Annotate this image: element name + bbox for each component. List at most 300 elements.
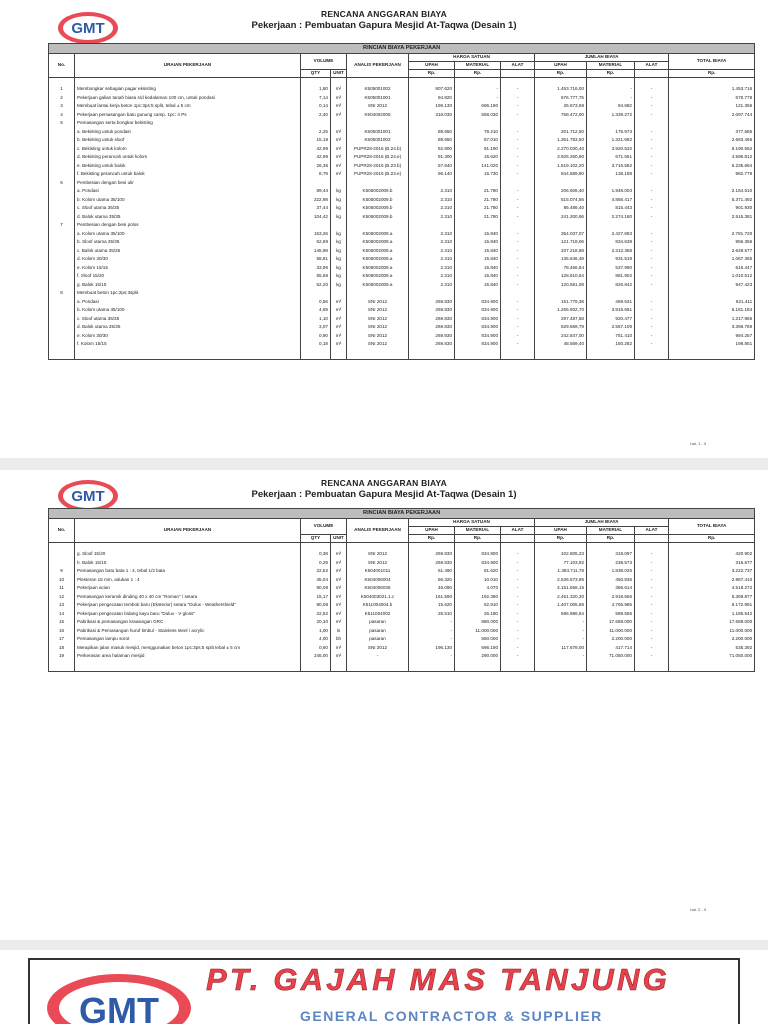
table-cell: 1 <box>49 86 75 95</box>
table-spacer-cell <box>49 543 75 551</box>
table-cell: - <box>635 247 669 256</box>
table-cell: 696.190 <box>455 103 501 112</box>
table-cell: 94.682 <box>587 103 635 112</box>
table-cell: - <box>635 315 669 324</box>
table-cell: 0,60 <box>301 644 331 653</box>
table-cell: 15,19 <box>301 137 331 146</box>
table-cell: - <box>501 332 535 341</box>
header-jumlah-biaya: JUMLAH BIAYA <box>535 54 669 62</box>
table-cell: 58,81 <box>301 256 331 265</box>
table-cell: - <box>635 128 669 137</box>
table-cell: 61.490 <box>409 568 455 577</box>
table-cell: 0,29 <box>301 559 331 568</box>
table-cell: Pekerjaan pemasangan batu gunung camp. 1pc: 4 Ps <box>75 111 301 120</box>
table-cell: 1.321.682 <box>587 137 635 146</box>
table-cell: d. Bekisting perancah untuk kolom <box>75 154 301 163</box>
table-cell <box>409 222 455 231</box>
table-spacer-cell <box>331 78 347 86</box>
table-row <box>49 610 755 619</box>
table-cell: K504006035 <box>347 585 409 594</box>
table-cell: 52.910 <box>455 602 501 611</box>
header-upah: UPAH <box>535 527 587 535</box>
table-row <box>49 602 755 611</box>
table-cell: 994.257 <box>669 332 755 341</box>
table-cell: Pekerjaan pengecatan tembok baru (Eksterior) setara "Dulux - Weathershield" <box>75 602 301 611</box>
table-cell: 78.210 <box>455 128 501 137</box>
table-cell: 141.020 <box>455 162 501 171</box>
table-cell: 315.677 <box>669 559 755 568</box>
table-cell: 9 <box>49 568 75 577</box>
table-cell: 242.847,00 <box>535 332 587 341</box>
table-cell: - <box>501 593 535 602</box>
table-cell: Membongkar sebagian pagar eksisting <box>75 86 301 95</box>
table-spacer-cell <box>501 349 535 359</box>
table-row <box>49 551 755 560</box>
table-row <box>49 111 755 120</box>
table-cell: m³ <box>331 111 347 120</box>
header-no: No. <box>49 519 75 543</box>
table-cell: Pekerjaan galian tanah biasa s/d kedalaman 100 cm, untuk pondasi <box>75 94 301 103</box>
table-cell: 15.840 <box>455 239 501 248</box>
table-cell: 138.188 <box>587 171 635 180</box>
table-spacer-cell <box>535 78 587 86</box>
table-cell: 87.010 <box>455 137 501 146</box>
table-cell: 2.310 <box>409 239 455 248</box>
table-cell: 807.620 <box>409 86 455 95</box>
table-cell: 5.181.184 <box>669 307 755 316</box>
table-cell: - <box>501 128 535 137</box>
table-cell: - <box>635 593 669 602</box>
table-row <box>49 290 755 299</box>
table-cell: - <box>635 213 669 222</box>
header-volume: VOLUME <box>301 519 347 535</box>
table-cell: SNI 2012 <box>347 551 409 560</box>
table-cell <box>535 290 587 299</box>
table-cell: PUPR28-2016 (B.24.b) <box>347 145 409 154</box>
table-cell: - <box>635 653 669 662</box>
table-cell: 269.830 <box>409 324 455 333</box>
table-cell: K505002009.a <box>347 281 409 290</box>
table-cell: pasaran <box>347 627 409 636</box>
table-cell: f. Sloof 15/20 <box>75 273 301 282</box>
table-spacer-cell <box>75 78 301 86</box>
table-cell: Pemasangan lampu sorot <box>75 636 301 645</box>
header-upah: UPAH <box>535 62 587 70</box>
table-cell: 982.778 <box>669 171 755 180</box>
table-spacer-cell <box>347 78 409 86</box>
header-upah: UPAH <box>409 527 455 535</box>
table-cell: 15 <box>49 619 75 628</box>
table-cell: 26,36 <box>301 162 331 171</box>
table-cell: 1.453.716 <box>669 86 755 95</box>
table-cell: 337.218,88 <box>535 247 587 256</box>
table-spacer-cell <box>301 661 331 671</box>
table-cell: 2.567.109 <box>587 324 635 333</box>
table-cell <box>501 120 535 129</box>
table-cell: 6.190.562 <box>669 145 755 154</box>
company-name: PT. GAJAH MAS TANJUNG <box>206 962 670 997</box>
table-cell <box>535 120 587 129</box>
table-cell: c. Sloof utama 35/35 <box>75 205 301 214</box>
table-cell: 834.638 <box>587 239 635 248</box>
table-cell: 96.140 <box>409 171 455 180</box>
header-alat: ALAT <box>635 527 669 535</box>
header-currency <box>635 70 669 78</box>
table-cell: - <box>635 307 669 316</box>
table-cell: 956.356 <box>669 239 755 248</box>
table-cell: Pekerjaan pengecatan bidang kayu baru "Dulux - V gloss" <box>75 610 301 619</box>
table-cell: K504003021.1.c <box>347 593 409 602</box>
table-cell: 0,90 <box>301 332 331 341</box>
table-cell: K505002009.b <box>347 196 409 205</box>
table-cell: 2.312.358 <box>587 247 635 256</box>
table-cell: m³ <box>331 559 347 568</box>
table-cell: - <box>635 239 669 248</box>
table-cell: 198.851 <box>669 341 755 350</box>
table-cell: - <box>635 602 669 611</box>
table-cell: Pemasangan serta bongkar bekisting <box>75 120 301 129</box>
table-cell: 1.838.025 <box>587 568 635 577</box>
table-row <box>49 341 755 350</box>
table-cell: - <box>501 281 535 290</box>
table-cell: 94.820 <box>409 94 455 103</box>
table-cell: 4.596.812 <box>669 154 755 163</box>
table-cell: - <box>501 273 535 282</box>
table-cell: kg <box>331 205 347 214</box>
table-row <box>49 213 755 222</box>
table-cell: 596.986,64 <box>535 610 587 619</box>
table-row <box>49 619 755 628</box>
table-cell: - <box>501 585 535 594</box>
table-cell: e. Kolom 15/15 <box>75 264 301 273</box>
header-material: MATERIAL <box>587 527 635 535</box>
table-cell: 145,98 <box>301 247 331 256</box>
table-spacer-cell <box>301 78 331 86</box>
header-jumlah-biaya: JUMLAH BIAYA <box>535 519 669 527</box>
table-cell: Pabrikasi & pemasangan krawangan GRC <box>75 619 301 628</box>
table-cell: 515.074,56 <box>535 196 587 205</box>
header-currency: Rp. <box>409 535 455 543</box>
table-cell: - <box>635 196 669 205</box>
table-cell: Pemasangan keramik dinding 40 x 40 cm "Roman" / setara <box>75 593 301 602</box>
table-cell <box>49 551 75 560</box>
table-cell: - <box>501 247 535 256</box>
page-header <box>0 9 768 31</box>
table-spacer-cell <box>347 661 409 671</box>
table-cell <box>301 222 331 231</box>
table-cell <box>49 171 75 180</box>
table-cell: - <box>635 627 669 636</box>
table-spacer-cell <box>347 543 409 551</box>
table-cell: 0,56 <box>301 298 331 307</box>
header-qty: QTY <box>301 535 331 543</box>
table-cell: 3.222.737 <box>669 568 755 577</box>
table-cell: 4,00 <box>301 636 331 645</box>
table-cell: - <box>635 171 669 180</box>
table-cell: bh <box>331 636 347 645</box>
table-cell: - <box>635 644 669 653</box>
table-cell: 150.282 <box>587 341 635 350</box>
table-cell: c. Balok utama 35/35 <box>75 247 301 256</box>
table-cell: 21.780 <box>455 196 501 205</box>
table-cell: - <box>501 568 535 577</box>
table-cell: 1.186.542 <box>669 610 755 619</box>
header-alat: ALAT <box>501 527 535 535</box>
table-cell: 834.900 <box>455 298 501 307</box>
table-cell: kg <box>331 264 347 273</box>
table-cell: e. Bekisting untuk balok <box>75 162 301 171</box>
table-cell: 269.830 <box>409 307 455 316</box>
table-cell: kg <box>331 281 347 290</box>
table-spacer-cell <box>635 543 669 551</box>
table-cell: - <box>501 653 535 662</box>
table-cell: b. Bekisting untuk sloof <box>75 137 301 146</box>
table-cell <box>635 179 669 188</box>
table-cell: 844.589,90 <box>535 171 587 180</box>
table-row <box>49 559 755 568</box>
table-cell: 829.659,79 <box>535 324 587 333</box>
table-cell: 589.556 <box>587 610 635 619</box>
table-cell: 3 <box>49 103 75 112</box>
table-cell <box>587 222 635 231</box>
table-cell: 57.640 <box>409 162 455 171</box>
table-cell: - <box>635 281 669 290</box>
table-row <box>49 627 755 636</box>
table-cell: 834.900 <box>455 307 501 316</box>
header-currency: Rp. <box>535 535 587 543</box>
table-cell: 196.130 <box>409 103 455 112</box>
table-cell: m² <box>331 568 347 577</box>
table-row <box>49 247 755 256</box>
table-cell: - <box>535 619 587 628</box>
table-cell: - <box>635 559 669 568</box>
table-row <box>49 205 755 214</box>
table-cell: 696.190 <box>455 644 501 653</box>
table-cell: 52,20 <box>301 281 331 290</box>
table-cell: K505002009.a <box>347 230 409 239</box>
table-cell: 815.443 <box>587 205 635 214</box>
table-cell: c. Bekisting untuk kolom <box>75 145 301 154</box>
table-cell: 290.000 <box>455 653 501 662</box>
table-cell: - <box>635 111 669 120</box>
table-cell: d. Balok utama 35/35 <box>75 324 301 333</box>
table-cell: 102.805,23 <box>535 551 587 560</box>
table-cell: 10.010 <box>455 576 501 585</box>
table-cell <box>49 559 75 568</box>
table-cell: 269.830 <box>409 341 455 350</box>
table-cell: kg <box>331 196 347 205</box>
table-cell: Pemasangan batu bata 1 : 4, tebal 1/2 bata <box>75 568 301 577</box>
header-no: No. <box>49 54 75 78</box>
table-cell <box>301 179 331 188</box>
table-cell: 450.836 <box>587 576 635 585</box>
table-cell: 1.265.502,70 <box>535 307 587 316</box>
table-cell <box>49 128 75 137</box>
table-cell: 2.310 <box>409 230 455 239</box>
table-cell: 8,79 <box>301 171 331 180</box>
table-spacer-cell <box>455 349 501 359</box>
table-cell: 15.840 <box>455 256 501 265</box>
table-cell: 417.714 <box>587 644 635 653</box>
table-spacer-cell <box>301 543 331 551</box>
table-spacer-cell <box>331 349 347 359</box>
table-cell: a. Pondasi <box>75 188 301 197</box>
table-cell: 2.683.465 <box>669 137 755 146</box>
table-cell <box>669 179 755 188</box>
table-cell: 120.581,08 <box>535 281 587 290</box>
table-cell <box>347 222 409 231</box>
table-spacer-cell <box>669 661 755 671</box>
table-cell: 8 <box>49 290 75 299</box>
table-row <box>49 307 755 316</box>
table-cell <box>331 179 347 188</box>
table-cell: 1.010.512 <box>669 273 755 282</box>
table-cell: - <box>535 627 587 636</box>
table-cell: ls <box>331 627 347 636</box>
table-cell: - <box>501 145 535 154</box>
table-cell: 2.154.610 <box>669 188 755 197</box>
table-cell: 834.900 <box>455 551 501 560</box>
table-cell: m² <box>331 162 347 171</box>
table-cell: 2.427.683 <box>587 230 635 239</box>
table-cell: 834.900 <box>455 559 501 568</box>
table-cell: - <box>635 256 669 265</box>
header-currency <box>635 535 669 543</box>
table-row <box>49 188 755 197</box>
sheet-page-1 <box>0 0 768 458</box>
table-cell: m² <box>331 602 347 611</box>
table-cell: 550.000 <box>455 636 501 645</box>
table-cell <box>301 290 331 299</box>
table-cell: 201.712,50 <box>535 128 587 137</box>
table-cell <box>49 273 75 282</box>
table-cell: b. Sloof utama 35/35 <box>75 239 301 248</box>
table-cell: 2.200.000 <box>587 636 635 645</box>
table-cell: 48.569,40 <box>535 341 587 350</box>
table-cell: 45,04 <box>301 576 331 585</box>
table-cell <box>535 179 587 188</box>
table-cell <box>669 120 755 129</box>
table-row <box>49 256 755 265</box>
table-cell: - <box>501 162 535 171</box>
table-cell: 1.361.783,50 <box>535 137 587 146</box>
table-cell: K505001002 <box>347 86 409 95</box>
table-cell: 238.573 <box>587 559 635 568</box>
table-cell: 46.090 <box>409 585 455 594</box>
table-cell: 86.486,40 <box>535 205 587 214</box>
table-cell: 920.477 <box>587 315 635 324</box>
table-spacer-cell <box>409 661 455 671</box>
table-cell: 4 <box>49 111 75 120</box>
table-cell: - <box>501 154 535 163</box>
header-material: MATERIAL <box>587 62 635 70</box>
table-cell <box>49 239 75 248</box>
table-cell: 21.780 <box>455 213 501 222</box>
table-cell: 56.320 <box>409 576 455 585</box>
table-cell: 15.840 <box>455 247 501 256</box>
table-cell: 269.830 <box>409 315 455 324</box>
table-cell: 880.000 <box>455 619 501 628</box>
table-cell: 269.830 <box>409 551 455 560</box>
table-cell: K504001011 <box>347 568 409 577</box>
table-cell: - <box>635 162 669 171</box>
table-cell: 196.130 <box>409 644 455 653</box>
table-cell: 1.453.716,00 <box>535 86 587 95</box>
table-cell: m³ <box>331 94 347 103</box>
table-cell: 21.780 <box>455 188 501 197</box>
header-analis: ANALIS PEKERJAAN <box>347 54 409 78</box>
table-cell: SNI 2012 <box>347 298 409 307</box>
table-cell: 2.310 <box>409 196 455 205</box>
table-cell: 4.518.272 <box>669 585 755 594</box>
table-cell <box>49 145 75 154</box>
table-cell: 269.830 <box>409 298 455 307</box>
header-harga-satuan: HARGA SATUAN <box>409 519 535 527</box>
table-spacer-cell <box>75 349 301 359</box>
table-cell <box>49 230 75 239</box>
table-row <box>49 128 755 137</box>
table-cell: a. Bekisting untuk pondasi <box>75 128 301 137</box>
table-cell: 42,99 <box>301 145 331 154</box>
table-spacer-cell <box>501 543 535 551</box>
table-row <box>49 332 755 341</box>
table-cell: 0,38 <box>301 551 331 560</box>
table-cell: 834.900 <box>455 315 501 324</box>
table-cell: PUPR28-2016 (B.23.e) <box>347 171 409 180</box>
table-cell: 316.030 <box>409 111 455 120</box>
table-spacer-cell <box>455 78 501 86</box>
table-cell: f. Bekisting perancah untuk balok <box>75 171 301 180</box>
document-title: RENCANA ANGGARAN BIAYA <box>321 478 447 488</box>
table-row <box>49 162 755 171</box>
table-cell: K505001001 <box>347 128 409 137</box>
table-cell: Membuat beton 1pc:2ps:3split <box>75 290 301 299</box>
table-cell: 22,52 <box>301 568 331 577</box>
table-cell: 15.620 <box>455 154 501 163</box>
table-cell: 52.800 <box>409 145 455 154</box>
table-cell: 71.050.000 <box>669 653 755 662</box>
table-cell: - <box>635 636 669 645</box>
table-cell: - <box>501 171 535 180</box>
header-currency <box>501 535 535 543</box>
table-cell <box>669 222 755 231</box>
table-cell: pasaran <box>347 619 409 628</box>
table-cell: a. Kolom utama 35/100 <box>75 230 301 239</box>
table-cell: - <box>635 568 669 577</box>
table-cell: - <box>409 627 455 636</box>
table-cell: 901.930 <box>669 205 755 214</box>
table-cell: 4.151.658,15 <box>535 585 587 594</box>
table-spacer-cell <box>535 543 587 551</box>
page-header <box>0 478 768 500</box>
table-cell: 3.396.769 <box>669 324 755 333</box>
table-cell <box>635 120 669 129</box>
table-cell <box>455 222 501 231</box>
table-cell: 13 <box>49 602 75 611</box>
table-cell: 2.649.577 <box>669 247 755 256</box>
table-spacer-cell <box>535 661 587 671</box>
table-cell: - <box>501 324 535 333</box>
table-cell: 676.778 <box>669 94 755 103</box>
table-cell: kg <box>331 256 347 265</box>
table-spacer-cell <box>501 661 535 671</box>
table-cell: 537.990 <box>587 264 635 273</box>
header-currency: Rp. <box>669 535 755 543</box>
table-spacer-cell <box>409 349 455 359</box>
table-cell: SNI 2012 <box>347 559 409 568</box>
table-cell <box>49 213 75 222</box>
table-cell: e. Kolom 30/30 <box>75 332 301 341</box>
